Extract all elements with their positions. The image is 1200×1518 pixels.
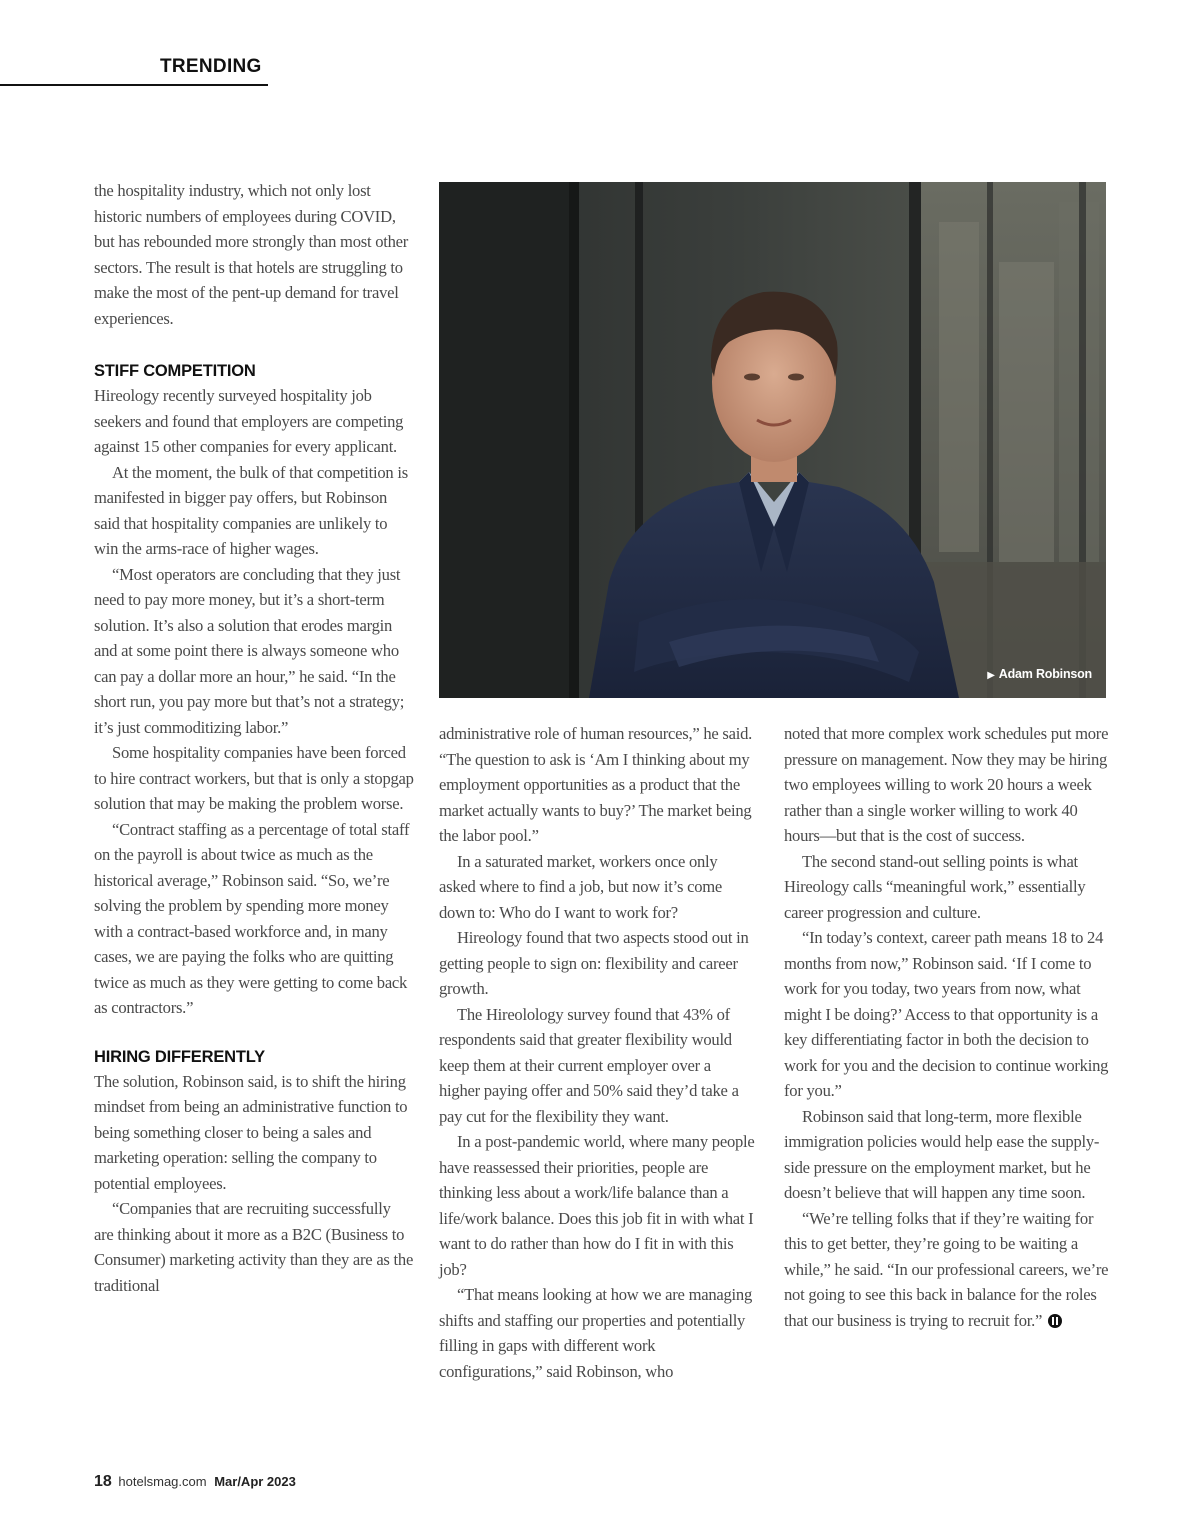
footer-site: hotelsmag.com	[118, 1474, 207, 1489]
paragraph: Some hospitality companies have been forced to hire contract workers, but that is only a stopgap solution that may be making the problem worse.	[94, 743, 414, 813]
portrait-photo	[439, 182, 1106, 698]
page-footer	[94, 1473, 296, 1491]
article-column-1	[94, 178, 414, 1298]
section-label: TRENDING	[160, 56, 262, 77]
photo-caption	[987, 667, 1092, 681]
paragraph: “Companies that are recruiting successfully are thinking about it more as a B2C (Business to Consumer) marketing activity than they are as the traditional	[94, 1199, 414, 1295]
caption-text: Adam Robinson	[998, 667, 1092, 681]
subhead-stiff-competition: STIFF COMPETITION	[94, 362, 256, 380]
paragraph: Hireology found that two aspects stood out in getting people to sign on: flexibility and career growth.	[439, 928, 749, 998]
footer-issue: Mar/Apr 2023	[214, 1474, 296, 1489]
paragraph: At the moment, the bulk of that competition is manifested in bigger pay offers, but Robinson said that hospitality companies are unlikely to win the arms-race of higher wages.	[94, 462, 408, 558]
article-column-3	[784, 721, 1110, 1333]
paragraph: the hospitality industry, which not only lost historic numbers of employees during COVID, but has rebounded more strongly than most other sectors. The result is that hotels are struggling to make the most of the pent-up demand for travel experiences.	[94, 181, 409, 328]
paragraph: “That means looking at how we are managing shifts and staffing our properties and potentially filling in gaps with different work configurations,” said Robinson, who	[439, 1285, 753, 1381]
paragraph: The solution, Robinson said, is to shift the hiring mindset from being an administrative function to being something closer to being a sales and marketing operation: selling the company to potential employees.	[94, 1071, 408, 1193]
section-rule	[0, 84, 268, 86]
paragraph: The Hireolology survey found that 43% of respondents said that greater flexibility would keep them at their current employer over a higher paying offer and 50% said they’d take a pay cut for the flexibility they want.	[439, 1004, 739, 1126]
caption-triangle-icon: ▶	[987, 670, 995, 681]
paragraph: Robinson said that long-term, more flexible immigration policies would help ease the supply-side pressure on the employment market, but he doesn’t believe that will happen any time soon.	[784, 1106, 1100, 1202]
paragraph: In a post-pandemic world, where many people have reassessed their priorities, people are thinking less about a work/life balance than a life/work balance. Does this job fit in with what I want to do rather than how do I fit in with this job?	[439, 1132, 755, 1279]
paragraph-final	[784, 1206, 1110, 1334]
end-of-story-icon	[1048, 1314, 1062, 1328]
paragraph: In a saturated market, workers once only asked where to find a job, but now it’s come down to: Who do I want to work for?	[439, 851, 723, 922]
paragraph: “In today’s context, career path means 18 to 24 months from now,” Robinson said. ‘If I come to work for you today, two years from now, what might I be doing?’ Access to that opportunity is a key differentiating factor in both the decision to work for you and the decision to continue working for you.”	[784, 928, 1109, 1100]
article-column-2	[439, 721, 755, 1384]
paragraph: “Most operators are concluding that they just need to pay more money, but it’s a short-term solution. It’s also a solution that erodes margin and at some point there is always someone who can pay a dollar more an hour,” he said. “In the short run, you pay more but that’s not a strategy; it’s just commoditizing labor.”	[94, 564, 405, 737]
paragraph-text: “We’re telling folks that if they’re waiting for this to get better, they’re going to be waiting a while,” he said. “In our professional careers, we’re not going to see this back in balance for the roles that our business is trying to recruit for.”	[784, 1208, 1109, 1330]
paragraph: administrative role of human resources,” he said. “The question to ask is ‘Am I thinking about my employment opportunities as a product that the market actually wants to buy?’ The market being the labor pool.”	[439, 724, 753, 845]
paragraph: The second stand-out selling points is what Hireology calls “meaningful work,” essentially career progression and culture.	[784, 851, 1086, 922]
paragraph: Hireology recently surveyed hospitality job seekers and found that employers are competing against 15 other companies for every applicant.	[94, 386, 404, 456]
paragraph: “Contract staffing as a percentage of total staff on the payroll is about twice as much as the historical average,” Robinson said. “So, we’re solving the problem by spending more money with a contract-based workforce and, in many cases, we are paying the folks who are quitting twice as much as they were getting to come back as contractors.”	[94, 819, 410, 1017]
paragraph: noted that more complex work schedules put more pressure on management. Now they may be hiring two employees willing to work 20 hours a week rather than a single worker willing to work 40 hours—but that is the cost of success.	[784, 724, 1109, 845]
portrait-illustration	[439, 182, 1106, 698]
page-number: 18	[94, 1473, 112, 1490]
subhead-hiring-differently: HIRING DIFFERENTLY	[94, 1047, 265, 1066]
